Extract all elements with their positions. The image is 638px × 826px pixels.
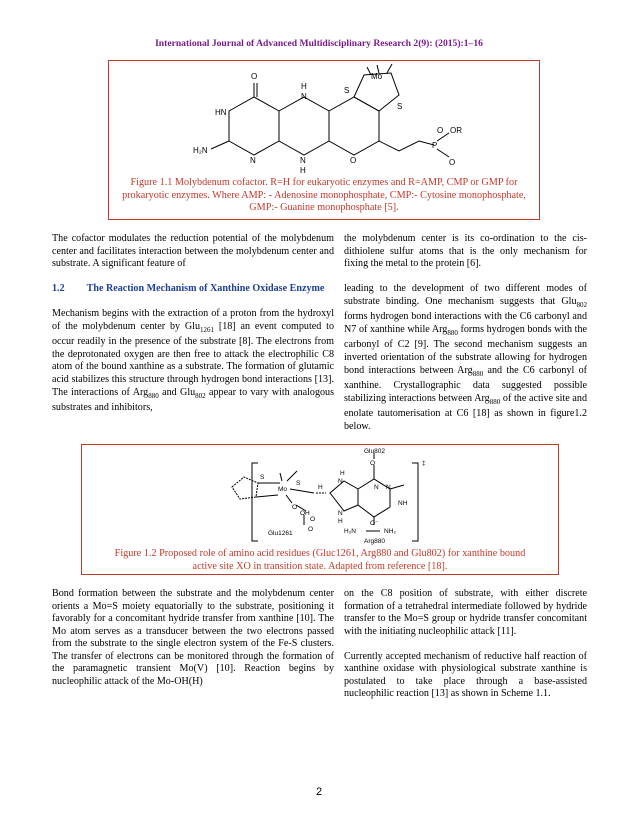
- paragraph: leading to the development of two different modes of substrate binding. One mechanism suggests that Glu$_{802}$ forms hydrogen bond interactions with the C6 carbonyl and N7 of xanthine while Arg$_{880}$ forms hydrogen bonds with the carbonyl of C2 [9]. The second mechanism suggests an inverted orientation of the substrate allowing for hydrogen bond interactions between Arg$_{880}$ and the C6 carbonyl of xanthine. Crystallographic data suggested possible stabilizing interactions between Arg$_{880}$ of the active site and enolate tautomerisation at C6 [18] as shown in figure1.2 below.: [344, 283, 588, 432]
- figure-1-1-caption: [109, 177, 539, 215]
- label-o4: O: [449, 158, 456, 167]
- label-s1: S: [344, 86, 350, 95]
- section-number: 1.2: [52, 283, 65, 295]
- paragraph: Currently accepted mechanism of reductive half reaction of xanthine oxidase with physiological substrate xanthine is postulated to take place through a base-assisted nucleophilic reaction [13] as shown in Scheme 1.1.: [344, 650, 587, 700]
- right-column-2: [344, 588, 587, 701]
- label-n1: N: [301, 92, 307, 101]
- label-nh2: NH₂: [384, 528, 396, 535]
- figure-1-2: [81, 444, 559, 575]
- label-h-a: H: [318, 484, 323, 491]
- figure-1-2-caption: [82, 548, 558, 573]
- caption-line: Figure 1.2 Proposed role of amino acid residues (Gluc1261, Arg880 and Glu802) for xanthine bound: [114, 548, 526, 559]
- label-n-c: N: [386, 484, 391, 491]
- paragraph: on the C8 position of substrate, with either discrete formation of a tetrahedral intermediate followed by hydride transfer to the Mo=S group or hydride transfer concomitant with the initiating nucleophilic attack [11].: [344, 588, 587, 637]
- label-p: P: [432, 141, 438, 150]
- label-o-eq: O: [292, 504, 298, 511]
- left-column-2: [52, 588, 334, 688]
- figure-1-1: [108, 60, 540, 220]
- label-oh: OH: [300, 510, 310, 517]
- label-s2: S: [397, 102, 403, 111]
- label-hn: HN: [215, 108, 227, 117]
- caption-line: prokaryotic enzymes. Where AMP: - Adenosine monophosphate, CMP:- Cytosine monophosphate,: [122, 189, 526, 201]
- label-h2n-2: H₂N: [344, 528, 356, 535]
- label-n-b: N: [338, 510, 343, 517]
- label-s-b: S: [296, 480, 301, 487]
- transition-state-structure: [82, 445, 558, 545]
- label-nh: NH: [398, 500, 408, 507]
- section-title: The Reaction Mechanism of Xanthine Oxidase Enzyme: [86, 283, 325, 295]
- label-mo: Mo: [371, 72, 383, 81]
- label-s-a: S: [260, 474, 265, 481]
- paragraph: Bond formation between the substrate and the molybdenum center orients a Mo=S moiety equatorially to the substrate, positioning it favorably for a concomitant hydride transfer from xanthine [10]. The Mo atom serves as a transducer between the two electrons passed from the substrate to the single electron system of the Fe-S clusters. The transfer of electrons can be monitored through the formation of the paramagnetic transient Mo(V) [10]. Reaction begins by nucleophilic attack of the Mo-OH(H): [52, 588, 334, 687]
- label-o-b: O: [308, 526, 314, 533]
- label-n-d: N: [374, 484, 379, 491]
- label-n-a: N: [338, 478, 343, 485]
- label-o2: O: [350, 156, 357, 165]
- label-o-top: O: [370, 460, 376, 467]
- caption-line: Figure 1.1 Molybdenum cofactor. R=H for eukaryotic enzymes and R=AMP, CMP or GMP for: [130, 177, 518, 188]
- section-heading: [52, 283, 334, 296]
- paragraph: the molybdenum center is its co-ordination to the cis-dithiolene sulfur atoms that is the only mechanism for fixing the metal to the protein [6].: [344, 233, 587, 270]
- molybdenum-cofactor-structure: [109, 61, 539, 177]
- label-h-c: H: [338, 518, 343, 525]
- label-n2: N: [250, 156, 256, 165]
- label-t: ‡: [422, 460, 426, 467]
- label-glu802: Glu802: [364, 448, 385, 455]
- label-o3: O: [437, 126, 444, 135]
- label-n3: N: [300, 156, 306, 165]
- label-glu1261: Glu1261: [268, 530, 293, 537]
- label-h2: H: [300, 166, 306, 175]
- label-o1: O: [251, 72, 258, 81]
- label-o-d: O: [310, 516, 316, 523]
- paragraph: Mechanism begins with the extraction of a proton from the hydroxyl of the molybdenum center by Glu$_{1261}$ [18] an event computed to occur readily in the presence of the substrate [8]. The electrons from the deprotonated oxygen are then free to attack the electrophilic C8 atom of the bound xanthine as a substrate. The formation of glutamic acid stabilizes this structure through hydrogen bond interactions [13]. The interactions of Arg$_{880}$ and Glu$_{802}$ appear to vary with analogous substrates and inhibitors,: [52, 308, 335, 414]
- label-h-b: H: [340, 470, 345, 477]
- page-number: 2: [315, 786, 323, 798]
- label-or: OR: [450, 126, 462, 135]
- right-column-1: [344, 233, 587, 433]
- journal-header: International Journal of Advanced Multidisciplinary Research 2(9): (2015):1–16: [155, 38, 483, 49]
- label-o-c: O⁻: [370, 520, 379, 527]
- label-h1: H: [301, 82, 307, 91]
- label-h2n: H₂N: [193, 146, 208, 155]
- left-column-1: [52, 233, 334, 415]
- paragraph: The cofactor modulates the reduction potential of the molybdenum center and facilitates interaction between the molybdenum center and substrate. A significant feature of: [52, 233, 334, 270]
- caption-line: active site XO in transition state. Adapted from reference [18].: [192, 560, 448, 572]
- caption-line: GMP:- Guanine monophosphate [5].: [249, 202, 399, 214]
- label-mo2: Mo: [278, 486, 288, 493]
- label-arg: Arg880: [364, 538, 385, 545]
